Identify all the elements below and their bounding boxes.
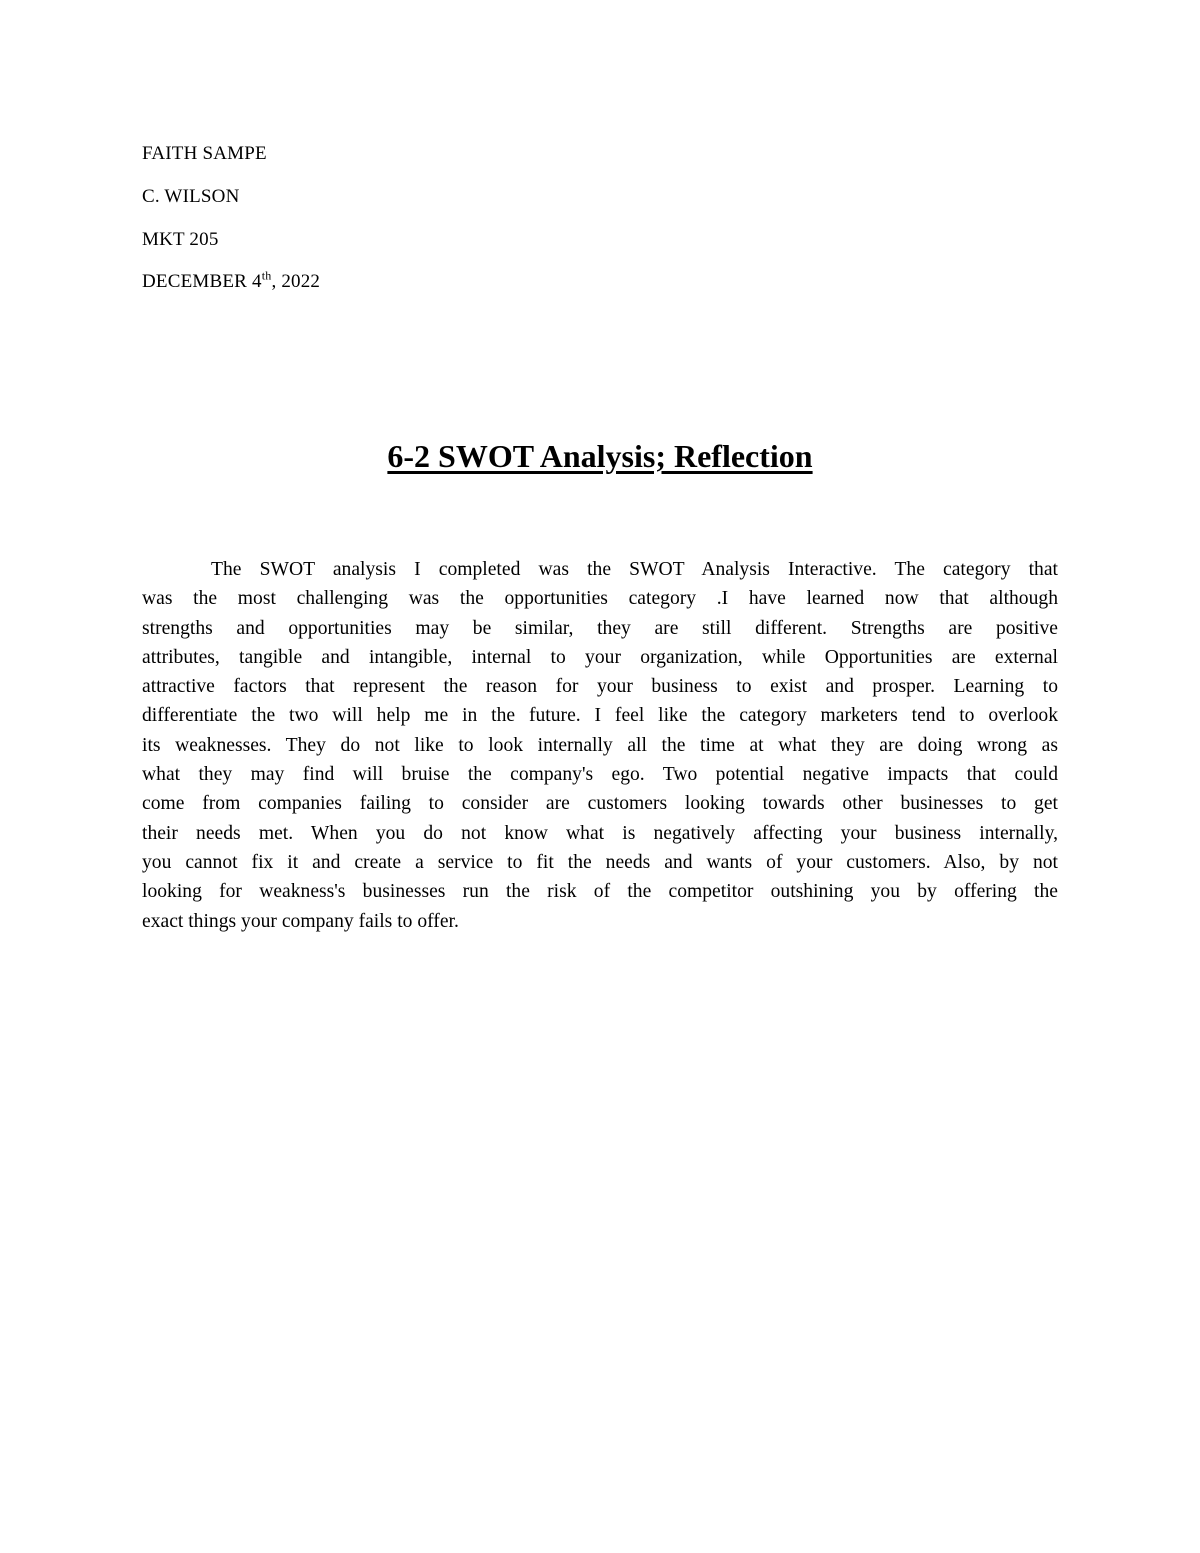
date-ordinal-suffix: th: [261, 268, 272, 283]
document-title: 6-2 SWOT Analysis; Reflection: [387, 438, 813, 474]
body-line: The SWOT analysis I completed was the SWOT Analysis Interactive. The category that: [211, 559, 1058, 580]
author-name: FAITH SAMPE: [142, 143, 267, 164]
body-line: differentiate the two will help me in the future. I feel like the category marketers tend to overlook: [142, 705, 1058, 727]
body-line: attributes, tangible and intangible, internal to your organization, while Opportunities are external: [142, 646, 1058, 668]
body-paragraph: [142, 555, 1058, 936]
body-line: you cannot fix it and create a service to fit the needs and wants of your customers. Also, by not: [142, 851, 1058, 873]
body-line: attractive factors that represent the reason for your business to exist and prosper. Learning to: [142, 676, 1058, 698]
body-line: strengths and opportunities may be similar, they are still different. Strengths are positive: [142, 617, 1058, 639]
body-line: their needs met. When you do not know what is negatively affecting your business internally,: [142, 822, 1058, 844]
instructor-name: C. WILSON: [142, 186, 240, 207]
body-line: looking for weakness's businesses run the risk of the competitor outshining you by offering the: [142, 881, 1058, 903]
date-main: DECEMBER 4: [142, 271, 262, 292]
body-line: exact things your company fails to offer.: [142, 910, 459, 932]
body-line: come from companies failing to consider are customers looking towards other businesses to get: [142, 793, 1058, 815]
body-line: its weaknesses. They do not like to look internally all the time at what they are doing wrong as: [142, 734, 1058, 756]
body-line: what they may find will bruise the company's ego. Two potential negative impacts that could: [142, 764, 1058, 786]
date-year: , 2022: [271, 271, 321, 292]
document-date: [142, 270, 320, 294]
body-line: was the most challenging was the opportunities category .I have learned now that although: [142, 588, 1058, 610]
course-code: MKT 205: [142, 229, 219, 250]
